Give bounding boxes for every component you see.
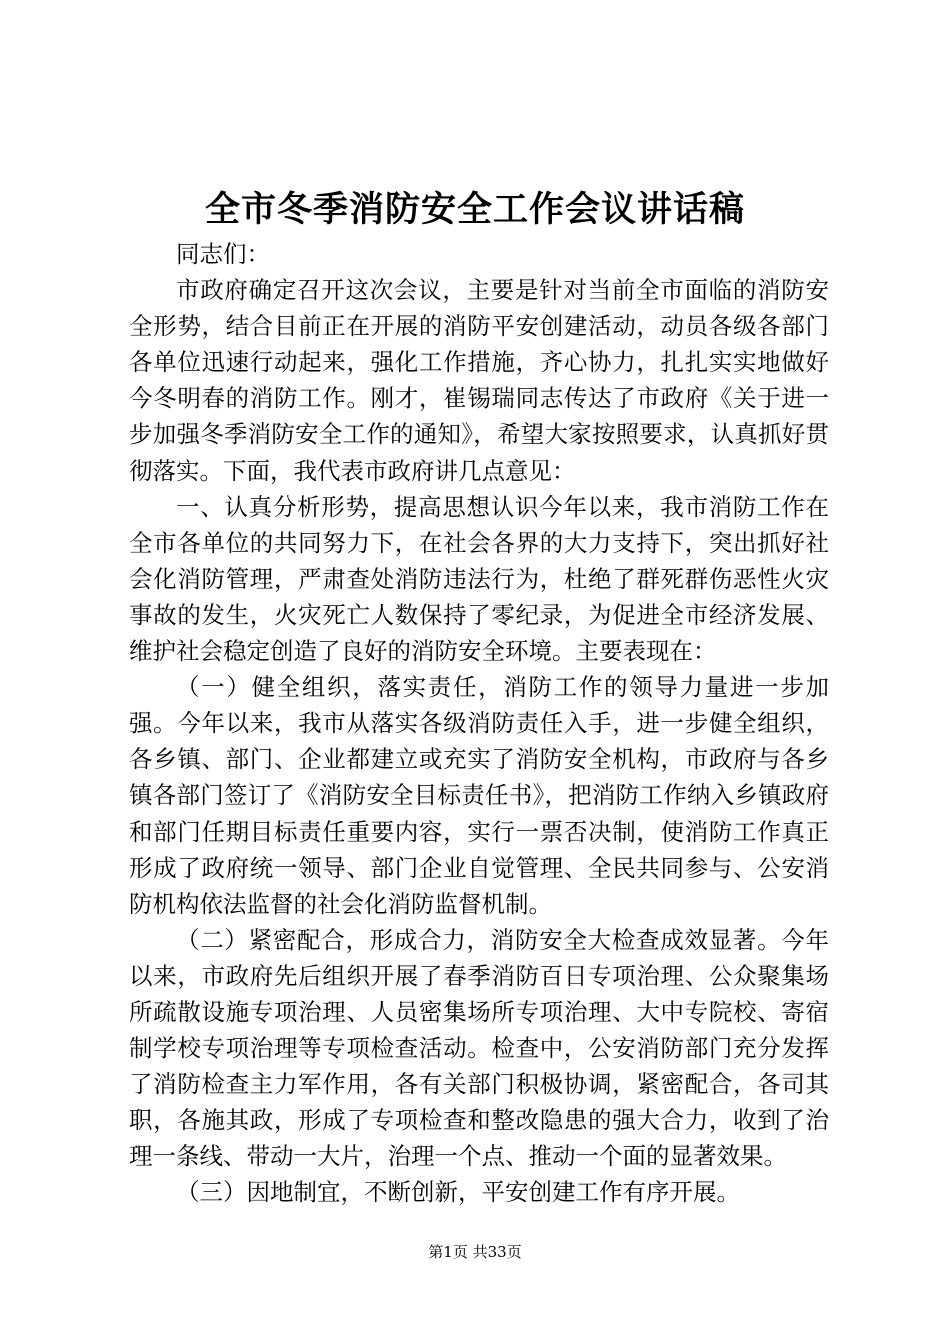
document-body — [129, 236, 829, 1211]
paragraph-item-3: （三）因地制宜，不断创新，平安创建工作有序开展。 — [176, 1178, 740, 1207]
page-footer: 第1页 共33页 — [428, 1243, 522, 1261]
paragraph-section-1: 一、认真分析形势，提高思想认识今年以来，我市消防工作在全市各单位的共同努力下，在社会各界的大力支持下，突出抓好社会化消防管理，严肃查处消防违法行为，杜绝了群死群伤恶性火灾事故的发生，火灾死亡人数保持了零纪录，为促进全市经济发展、维护社会稳定创造了良好的消防安全环境。主要表现在： — [129, 492, 829, 666]
paragraph-item-1: （一）健全组织，落实责任，消防工作的领导力量进一步加强。今年以来，我市从落实各级消防责任入手，进一步健全组织，各乡镇、部门、企业都建立或充实了消防安全机构，市政府与各乡镇各部门签订了《消防安全目标责任书》，把消防工作纳入乡镇政府和部门任期目标责任重要内容，实行一票否决制，使消防工作真正形成了政府统一领导、部门企业自觉管理、全民共同参与、公安消防机构依法监督的社会化消防监督机制。 — [129, 673, 829, 918]
paragraph-intro: 市政府确定召开这次会议，主要是针对当前全市面临的消防安全形势，结合目前正在开展的消防平安创建活动，动员各级各部门各单位迅速行动起来，强化工作措施，齐心协力，扎扎实实地做好今冬明春的消防工作。刚才，崔锡瑞同志传达了市政府《关于进一步加强冬季消防安全工作的通知》，希望大家按照要求，认真抓好贯彻落实。下面，我代表市政府讲几点意见： — [129, 276, 829, 485]
document-title: 全市冬季消防安全工作会议讲话稿 — [204, 189, 745, 230]
salutation: 同志们： — [176, 240, 270, 268]
paragraph-item-2: （二）紧密配合，形成合力，消防安全大检查成效显著。今年以来，市政府先后组织开展了春季消防百日专项治理、公众聚集场所疏散设施专项治理、人员密集场所专项治理、大中专院校、寄宿制学校专项治理等专项检查活动。检查中，公安消防部门充分发挥了消防检查主力军作用，各有关部门积极协调，紧密配合，各司其职，各施其政，形成了专项检查和整改隐患的强大合力，收到了治理一条线、带动一大片，治理一个点、推动一个面的显著效果。 — [129, 925, 829, 1171]
